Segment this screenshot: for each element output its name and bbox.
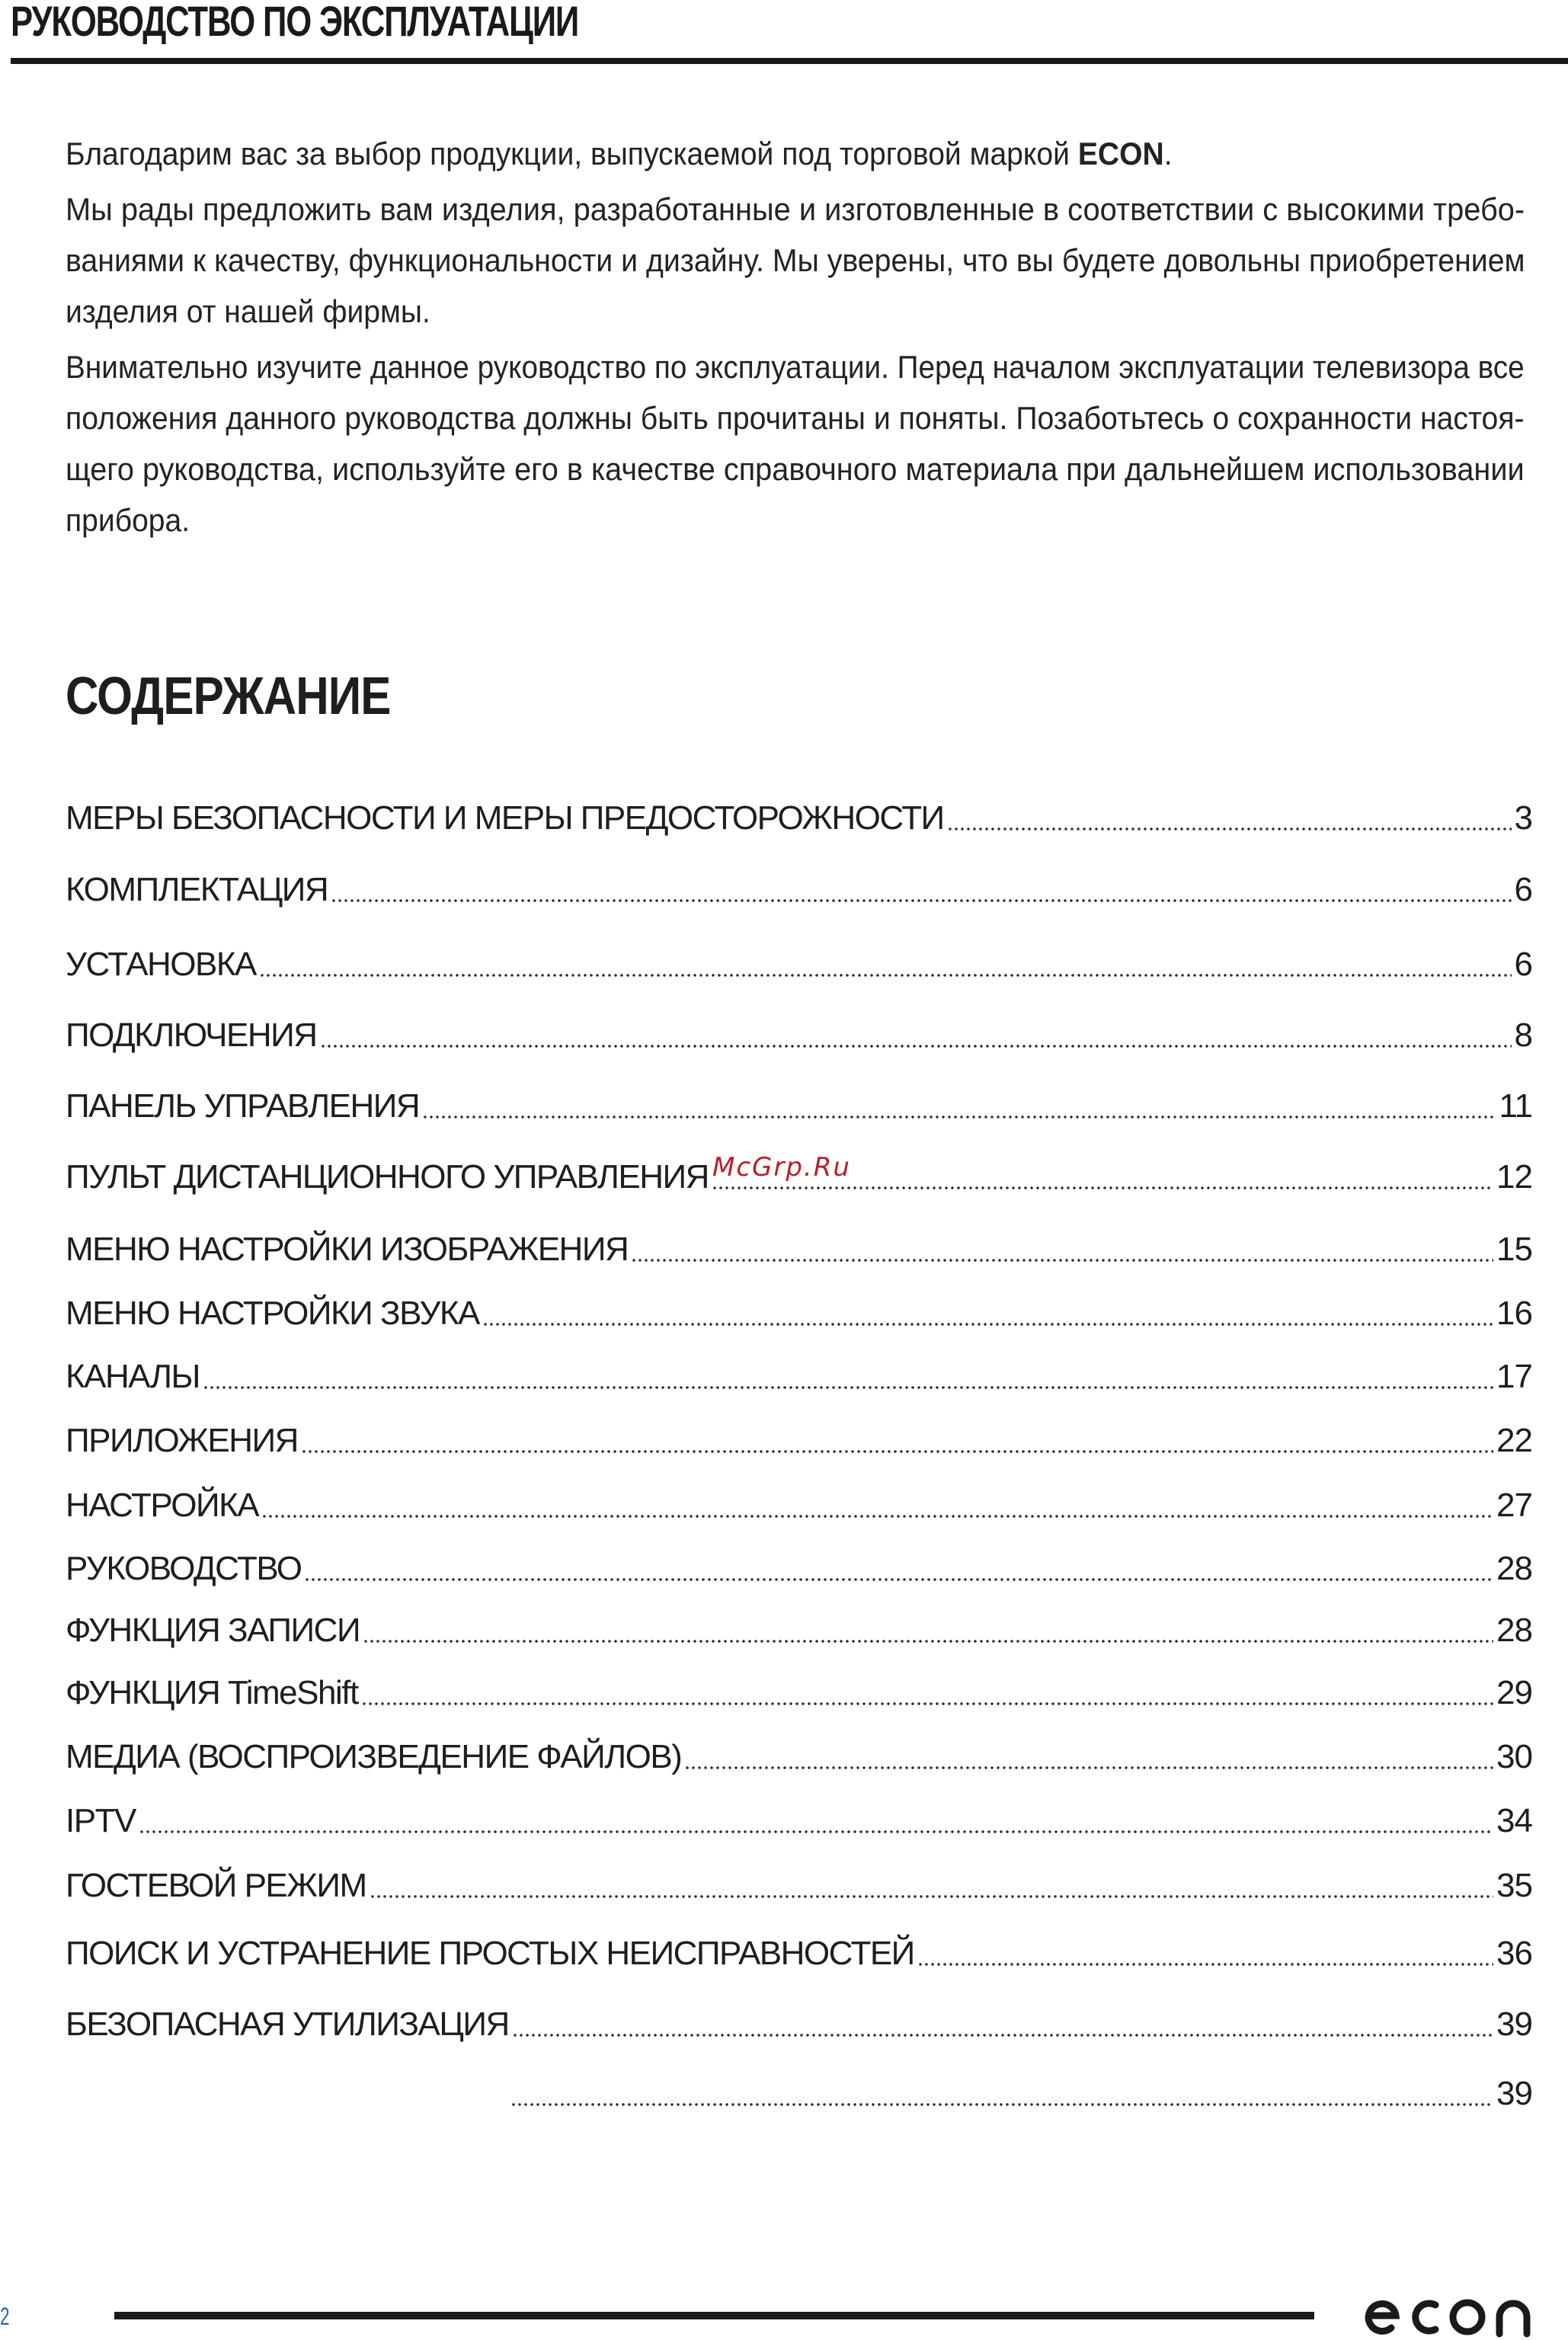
toc-dot-leader	[512, 2034, 1493, 2037]
toc-entry-page: 39	[1496, 2075, 1532, 2112]
toc-entry-unlabeled[interactable]	[66, 2068, 1532, 2114]
toc-dot-leader	[331, 899, 1511, 902]
intro-p3-line: Внимательно изучите данное руководство по эксплуатации. Перед началом эксплуатации телевизора все	[66, 349, 1525, 385]
toc-entry[interactable]	[66, 1795, 1532, 1841]
toc-entry-label: УСТАНОВКА	[66, 946, 256, 983]
toc-dot-leader	[631, 1259, 1493, 1262]
toc-entry-page: 3	[1514, 799, 1532, 837]
toc-entry-label: ПРИЛОЖЕНИЯ	[66, 1422, 298, 1459]
toc-entry[interactable]	[66, 1224, 1532, 1269]
intro-p3-line: положения данного руководства должны быть прочитаны и поняты. Позаботьтесь о сохранности настоя-	[66, 400, 1525, 436]
toc-entry[interactable]	[66, 1999, 1532, 2044]
toc-dot-leader	[139, 1830, 1493, 1833]
toc-dot-leader	[370, 1895, 1493, 1898]
intro-paragraph-3	[66, 341, 1525, 546]
toc-dot-leader	[947, 827, 1512, 831]
toc-entry[interactable]	[66, 1080, 1532, 1126]
toc-dot-leader	[712, 1186, 1493, 1189]
toc-entry-page: 27	[1496, 1487, 1532, 1524]
toc-entry-page: 15	[1496, 1231, 1532, 1268]
toc-entry[interactable]	[66, 1010, 1532, 1055]
toc-entry-page: 17	[1496, 1358, 1532, 1395]
toc-entry-page: 35	[1496, 1867, 1532, 1904]
toc-dot-leader	[320, 1045, 1512, 1048]
toc-entry-label: МЕНЮ НАСТРОЙКИ ИЗОБРАЖЕНИЯ	[66, 1231, 629, 1268]
toc-entry[interactable]	[66, 1860, 1532, 1906]
toc-dot-leader	[203, 1386, 1493, 1389]
toc-entry-label: КАНАЛЫ	[66, 1358, 200, 1395]
toc-dot-leader	[422, 1116, 1496, 1119]
toc-entry[interactable]	[66, 1928, 1532, 1973]
toc-entry[interactable]	[66, 939, 1532, 984]
intro-section	[66, 128, 1525, 550]
toc-entry-page: 36	[1496, 1935, 1532, 1972]
toc-dot-leader	[259, 974, 1512, 977]
toc-entry-page: 28	[1496, 1612, 1532, 1649]
toc-entry[interactable]	[66, 1288, 1532, 1333]
footer-divider	[114, 2312, 1314, 2319]
toc-entry-label: НАСТРОЙКА	[66, 1487, 259, 1524]
toc-entry-page: 34	[1496, 1802, 1532, 1839]
toc-entry-page: 39	[1496, 2005, 1532, 2043]
watermark-text: McGrp.Ru	[712, 1152, 851, 1183]
toc-dot-leader	[482, 1323, 1493, 1326]
intro-p3-line: щего руководства, используйте его в качестве справочного материала при дальнейшем использовании	[66, 451, 1525, 487]
intro-p2-line: Мы рады предложить вам изделия, разработанные и изготовленные в соответствии с высокими требо-	[66, 191, 1525, 227]
toc-entry-label: ФУНКЦИЯ TimeShift	[66, 1674, 358, 1711]
toc-entry-label: ПОДКЛЮЧЕНИЯ	[66, 1016, 317, 1054]
toc-entry[interactable]	[66, 1415, 1532, 1461]
toc-dot-leader	[304, 1578, 1493, 1581]
toc-entry-label: ПОИСК И УСТРАНЕНИЕ ПРОСТЫХ НЕИСПРАВНОСТЕЙ	[66, 1935, 914, 1972]
toc-entry-page: 22	[1496, 1422, 1532, 1459]
toc-entry-label: МЕДИА (ВОСПРОИЗВЕДЕНИЕ ФАЙЛОВ)	[66, 1738, 682, 1775]
toc-entry-page: 12	[1496, 1158, 1532, 1196]
econ-logo	[1361, 2282, 1551, 2340]
intro-p3-line: прибора.	[66, 502, 190, 538]
toc-entry[interactable]	[66, 1480, 1532, 1525]
toc-dot-leader	[363, 1640, 1493, 1643]
toc-entry[interactable]	[66, 1351, 1532, 1397]
toc-dot-leader	[361, 1702, 1493, 1705]
intro-p2-line: ваниями к качеству, функциональности и дизайну. Мы уверены, что вы будете довольны приобретением	[66, 242, 1525, 278]
toc-dot-leader	[917, 1963, 1493, 1966]
toc-dot-leader	[510, 2103, 1493, 2106]
intro-paragraph-2	[66, 184, 1525, 337]
page-number: 2	[0, 2303, 10, 2330]
toc-entry[interactable]	[66, 1667, 1532, 1713]
toc-entry[interactable]	[66, 792, 1532, 838]
toc-entry-label: РУКОВОДСТВО	[66, 1550, 302, 1587]
toc-entry[interactable]	[66, 1605, 1532, 1650]
econ-logo-icon	[1361, 2282, 1551, 2340]
toc-entry-label: ПУЛЬТ ДИСТАНЦИОННОГО УПРАВЛЕНИЯ	[66, 1158, 709, 1196]
toc-entry-label: ПАНЕЛЬ УПРАВЛЕНИЯ	[66, 1087, 420, 1125]
toc-entry-label: ФУНКЦИЯ ЗАПИСИ	[66, 1612, 360, 1649]
page-header-title: РУКОВОДСТВО ПО ЭКСПЛУАТАЦИИ	[11, 0, 579, 45]
intro-paragraph-1	[66, 128, 1422, 179]
toc-entry-label: КОМПЛЕКТАЦИЯ	[66, 871, 328, 908]
toc-dot-leader	[301, 1450, 1493, 1453]
toc-entry-label: IPTV	[66, 1802, 136, 1839]
toc-dot-leader	[684, 1766, 1493, 1769]
toc-entry-page: 29	[1496, 1674, 1532, 1711]
toc-entry-page: 6	[1514, 871, 1532, 908]
toc-entry-label: ГОСТЕВОЙ РЕЖИМ	[66, 1867, 366, 1904]
toc-entry[interactable]	[66, 1731, 1532, 1777]
toc-entry[interactable]	[66, 1543, 1532, 1589]
toc-entry-label: МЕНЮ НАСТРОЙКИ ЗВУКА	[66, 1295, 479, 1332]
toc-dot-leader	[261, 1515, 1493, 1518]
header-divider	[11, 58, 1568, 64]
toc-entry-page: 6	[1514, 946, 1532, 983]
toc-entry-label: МЕРЫ БЕЗОПАСНОСТИ И МЕРЫ ПРЕДОСТОРОЖНОСТИ	[66, 799, 944, 837]
toc-entry-page: 16	[1496, 1295, 1532, 1332]
intro-p1-end: .	[1163, 136, 1173, 171]
intro-p2-line: изделия от нашей фирмы.	[66, 293, 430, 329]
brand-name: ECON	[1077, 136, 1164, 171]
toc-entry-page: 28	[1496, 1550, 1532, 1587]
toc-entry-page: 11	[1499, 1087, 1532, 1125]
toc-heading: СОДЕРЖАНИЕ	[66, 666, 391, 725]
toc-entry-page: 30	[1496, 1738, 1532, 1775]
intro-p1-text: Благодарим вас за выбор продукции, выпускаемой под торговой маркой	[66, 136, 1078, 171]
toc-entry-label: БЕЗОПАСНАЯ УТИЛИЗАЦИЯ	[66, 2005, 509, 2043]
toc-entry[interactable]	[66, 864, 1532, 910]
toc-entry-page: 8	[1514, 1016, 1532, 1054]
